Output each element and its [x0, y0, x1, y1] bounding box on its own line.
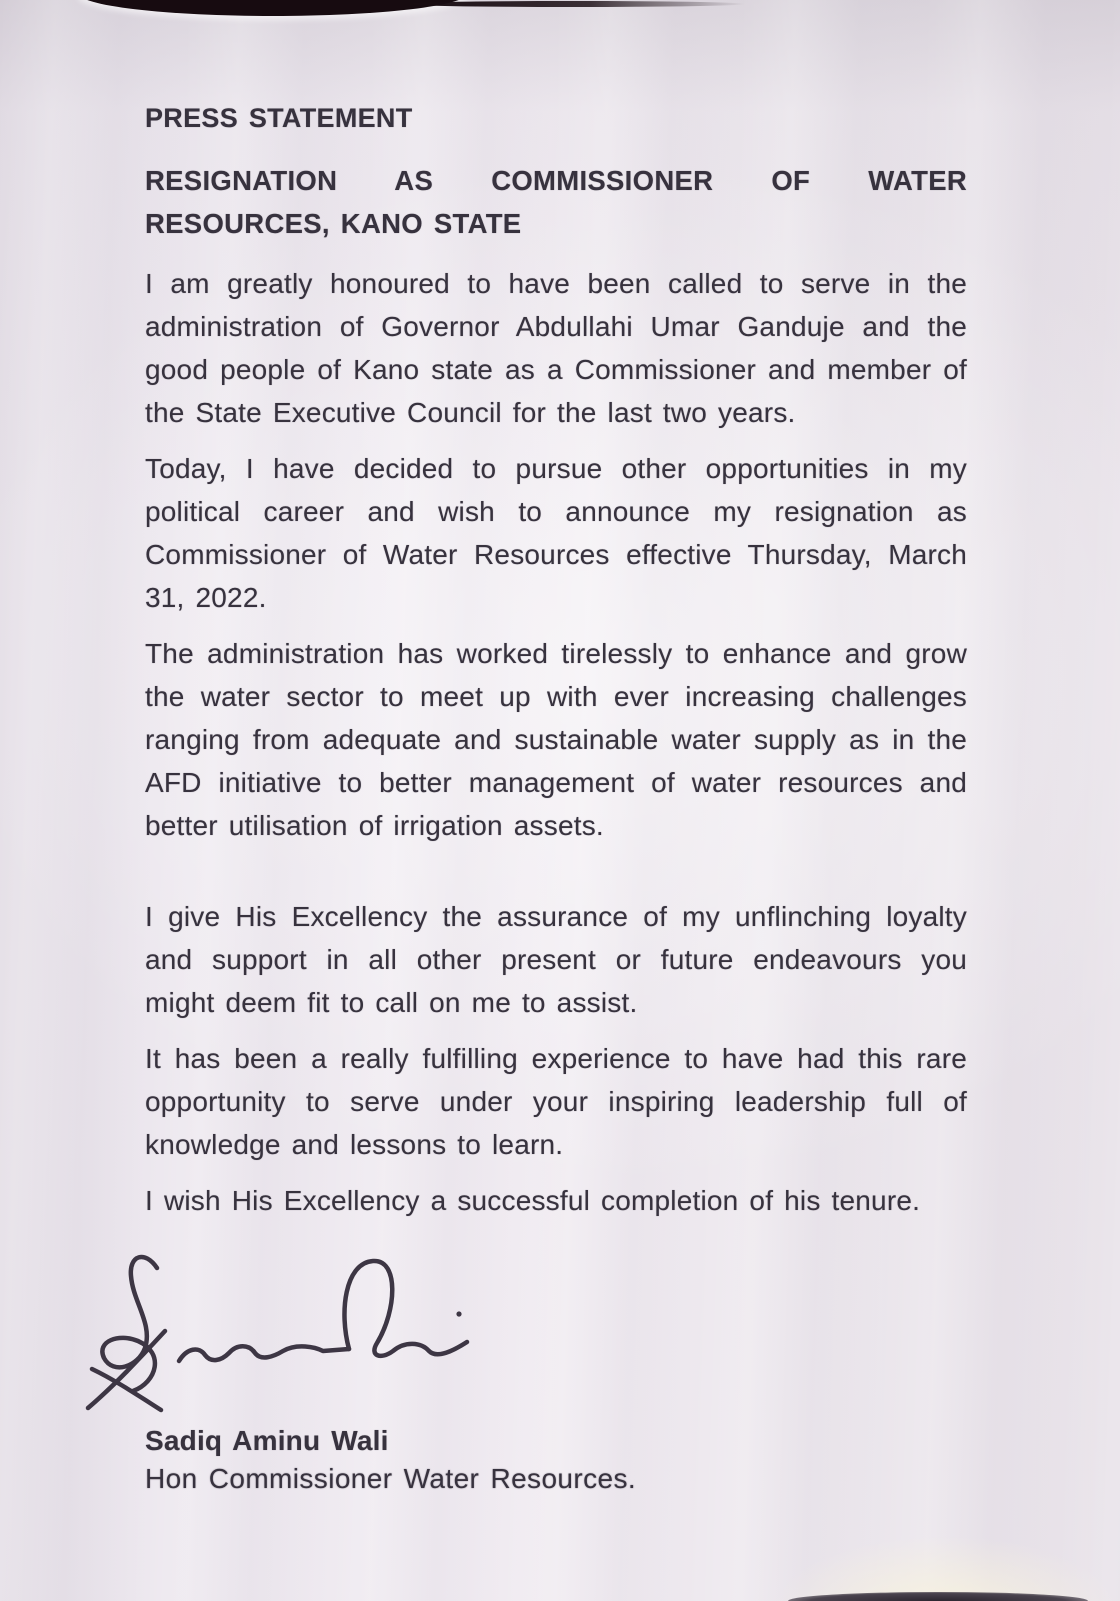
body-paragraph: Today, I have decided to pursue other opportunities in my political career and wish to announce my resignation as Commissioner of Water Resources effective Thursday, March 31, 2022. [145, 453, 967, 613]
handwritten-signature [145, 1248, 967, 1416]
letter-body [145, 97, 967, 1498]
signoff-block [145, 1422, 967, 1498]
document-title: RESIGNATION AS COMMISSIONER OF WATER RESOURCES, KANO STATE [145, 165, 967, 239]
signature-ink [85, 1248, 495, 1416]
body-paragraph: I give His Excellency the assurance of my unflinching loyalty and support in all other present or future endeavours you might deem fit to call on me to assist. [145, 901, 967, 1018]
press-statement-header: PRESS STATEMENT [145, 103, 413, 133]
body-paragraph: I wish His Excellency a successful completion of his tenure. [145, 1185, 921, 1216]
signer-title: Hon Commissioner Water Resources. [145, 1463, 637, 1494]
signer-name: Sadiq Aminu Wali [145, 1425, 389, 1456]
body-paragraph: I am greatly honoured to have been called to serve in the administration of Governor Abdullahi Umar Ganduje and the good people of Kano state as a Commissioner and member of the State Executive Council for the last two years. [145, 268, 967, 428]
photo-artifact-top-line [400, 1, 745, 7]
body-paragraph: The administration has worked tirelessly to enhance and grow the water sector to meet up with ever increasing challenges ranging from adequate and sustainable water supply as in the AFD initiative to better management of water resources and better utilisation of irrigation assets. [145, 638, 967, 841]
body-paragraph: It has been a really fulfilling experience to have had this rare opportunity to serve under your inspiring leadership full of knowledge and lessons to learn. [145, 1043, 967, 1160]
